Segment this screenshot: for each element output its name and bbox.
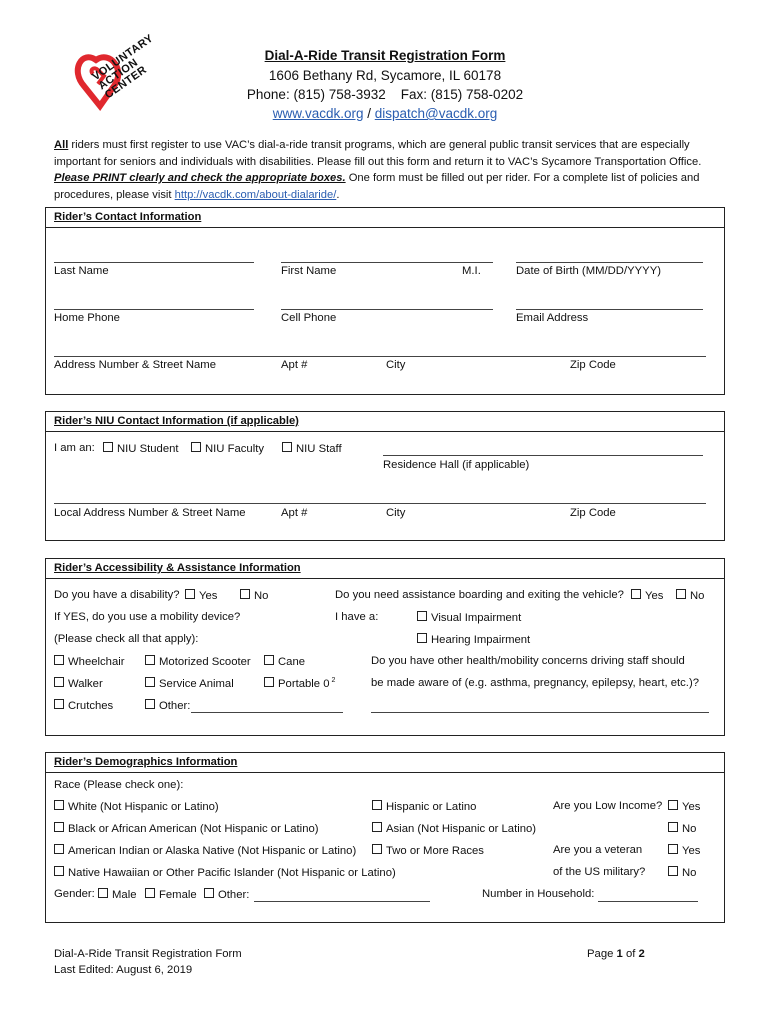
cell-phone-field[interactable] bbox=[281, 309, 493, 310]
low-income-yes-option[interactable] bbox=[668, 800, 700, 813]
demographics-heading: Rider’s Demographics Information bbox=[46, 753, 724, 773]
gender-other-field[interactable] bbox=[254, 901, 430, 902]
boarding-no-label: No bbox=[690, 590, 705, 602]
household-label: Number in Household: bbox=[482, 888, 595, 900]
o2-subscript: 2 bbox=[331, 677, 336, 685]
niu-staff-option[interactable] bbox=[282, 442, 342, 455]
zip-label: Zip Code bbox=[570, 359, 616, 371]
other-device-option[interactable] bbox=[145, 699, 190, 712]
disability-no-option[interactable] bbox=[240, 589, 268, 602]
email-field[interactable] bbox=[516, 309, 703, 310]
boarding-yes-label: Yes bbox=[645, 590, 664, 602]
race-question: Race (Please check one): bbox=[54, 779, 184, 791]
scooter-checkbox[interactable] bbox=[145, 655, 155, 665]
niu-city-label: City bbox=[386, 507, 406, 519]
veteran-no-label: No bbox=[682, 867, 697, 879]
page-of: of bbox=[622, 948, 639, 960]
portable-o2-option[interactable] bbox=[264, 677, 335, 690]
native-am-label: American Indian or Alaska Native (Not Hispanic or Latino) bbox=[68, 845, 357, 857]
crutches-checkbox[interactable] bbox=[54, 699, 64, 709]
low-income-no-label: No bbox=[682, 823, 697, 835]
logo-text: VOLUNTARY ACTION CENTER bbox=[90, 32, 156, 102]
service-animal-checkbox[interactable] bbox=[145, 677, 155, 687]
concerns-field[interactable] bbox=[371, 712, 709, 713]
disability-no-checkbox[interactable] bbox=[240, 589, 250, 599]
boarding-yes-option[interactable] bbox=[631, 589, 663, 602]
hearing-option[interactable] bbox=[417, 633, 530, 646]
cane-option[interactable] bbox=[264, 655, 305, 668]
white-label: White (Not Hispanic or Latino) bbox=[68, 801, 219, 813]
black-checkbox[interactable] bbox=[54, 822, 64, 832]
form-title: Dial-A-Ride Transit Registration Form bbox=[264, 48, 506, 63]
niu-student-option[interactable] bbox=[103, 442, 179, 455]
dob-label: Date of Birth (MM/DD/YYYY) bbox=[516, 265, 662, 277]
city-label: City bbox=[386, 359, 406, 371]
veteran-question-2: of the US military? bbox=[553, 866, 646, 878]
access-heading: Rider’s Accessibility & Assistance Information bbox=[46, 559, 724, 579]
demographics-section bbox=[45, 752, 725, 923]
intro-part1: riders must first register to use VAC’s dial-a-ride transit programs, which are general public transit services that are especially important for seniors and individuals with disabilities. Please fill out this form and return it to VAC’s Sycamore Transportation Office. bbox=[54, 139, 702, 168]
female-label: Female bbox=[159, 889, 197, 901]
intro-emphasis: Please PRINT clearly and check the appropriate boxes. bbox=[54, 172, 346, 184]
other-device-field[interactable] bbox=[191, 712, 343, 713]
white-option[interactable] bbox=[54, 800, 219, 813]
intro-part2: One form must be filled out per rider. For a complete list of policies and procedures, please visit bbox=[54, 172, 700, 201]
niu-student-label: NIU Student bbox=[117, 443, 179, 455]
niu-staff-label: NIU Staff bbox=[296, 443, 342, 455]
check-all-label: (Please check all that apply): bbox=[54, 633, 199, 645]
black-option[interactable] bbox=[54, 822, 319, 835]
boarding-no-checkbox[interactable] bbox=[676, 589, 686, 599]
hispanic-checkbox[interactable] bbox=[372, 800, 382, 810]
native-am-checkbox[interactable] bbox=[54, 844, 64, 854]
low-income-yes-checkbox[interactable] bbox=[668, 800, 678, 810]
male-label: Male bbox=[112, 889, 137, 901]
office-address: 1606 Bethany Rd, Sycamore, IL 60178 bbox=[268, 68, 502, 83]
dob-field[interactable] bbox=[516, 262, 703, 263]
asian-option[interactable] bbox=[372, 822, 536, 835]
service-animal-option[interactable] bbox=[145, 677, 234, 690]
niu-faculty-label: NIU Faculty bbox=[205, 443, 265, 455]
intro-end: . bbox=[336, 188, 340, 201]
portable-o2-label: Portable 0 bbox=[278, 678, 330, 690]
crutches-option[interactable] bbox=[54, 699, 113, 712]
concerns-question-2: be made aware of (e.g. asthma, pregnancy, epilepsy, heart, etc.)? bbox=[371, 677, 699, 689]
veteran-yes-label: Yes bbox=[682, 845, 701, 857]
address-label: Address Number & Street Name bbox=[54, 359, 216, 371]
address-field[interactable] bbox=[54, 356, 706, 357]
other-device-label: Other: bbox=[159, 700, 191, 712]
white-checkbox[interactable] bbox=[54, 800, 64, 810]
footer-last-edited: Last Edited: August 6, 2019 bbox=[54, 964, 193, 976]
boarding-question: Do you need assistance boarding and exiting the vehicle? bbox=[335, 589, 624, 601]
local-address-label: Local Address Number & Street Name bbox=[54, 507, 246, 519]
boarding-no-option[interactable] bbox=[676, 589, 704, 602]
niu-staff-checkbox[interactable] bbox=[282, 442, 292, 452]
asian-label: Asian (Not Hispanic or Latino) bbox=[386, 823, 537, 835]
black-label: Black or African American (Not Hispanic or Latino) bbox=[68, 823, 319, 835]
cane-checkbox[interactable] bbox=[264, 655, 274, 665]
disability-yes-option[interactable] bbox=[185, 589, 217, 602]
disability-no-label: No bbox=[254, 590, 269, 602]
mobility-question: If YES, do you use a mobility device? bbox=[54, 611, 241, 623]
intro-all: All bbox=[54, 139, 69, 151]
contact-section bbox=[45, 207, 725, 395]
contact-heading: Rider’s Contact Information bbox=[46, 208, 724, 228]
wheelchair-checkbox[interactable] bbox=[54, 655, 64, 665]
niu-section bbox=[45, 411, 725, 541]
hispanic-label: Hispanic or Latino bbox=[386, 801, 477, 813]
residence-label: Residence Hall (if applicable) bbox=[383, 459, 530, 471]
hispanic-option[interactable] bbox=[372, 800, 476, 813]
visual-option[interactable] bbox=[417, 611, 521, 624]
niu-apt-label: Apt # bbox=[281, 507, 308, 519]
disability-yes-checkbox[interactable] bbox=[185, 589, 195, 599]
contact-links bbox=[180, 104, 590, 123]
scooter-label: Motorized Scooter bbox=[159, 656, 251, 668]
apt-label: Apt # bbox=[281, 359, 308, 371]
veteran-no-checkbox[interactable] bbox=[668, 866, 678, 876]
cell-phone-label: Cell Phone bbox=[281, 312, 337, 324]
veteran-yes-option[interactable] bbox=[668, 844, 700, 857]
gender-other-checkbox[interactable] bbox=[204, 888, 214, 898]
footer-form-name: Dial-A-Ride Transit Registration Form bbox=[54, 948, 242, 960]
link-separator: / bbox=[363, 106, 375, 121]
concerns-question-1: Do you have other health/mobility concerns driving staff should bbox=[371, 655, 685, 667]
native-hi-option[interactable] bbox=[54, 866, 396, 879]
walker-label: Walker bbox=[68, 678, 103, 690]
walker-option[interactable] bbox=[54, 677, 103, 690]
native-am-option[interactable] bbox=[54, 844, 356, 857]
visual-label: Visual Impairment bbox=[431, 612, 522, 624]
asian-checkbox[interactable] bbox=[372, 822, 382, 832]
access-section bbox=[45, 558, 725, 736]
native-hi-checkbox[interactable] bbox=[54, 866, 64, 876]
niu-zip-label: Zip Code bbox=[570, 507, 616, 519]
other-device-checkbox[interactable] bbox=[145, 699, 155, 709]
vac-logo bbox=[74, 32, 186, 120]
niu-faculty-checkbox[interactable] bbox=[191, 442, 201, 452]
two-more-checkbox[interactable] bbox=[372, 844, 382, 854]
i-have-label: I have a: bbox=[335, 611, 379, 623]
i-am-label: I am an: bbox=[54, 442, 95, 454]
veteran-question-1: Are you a veteran bbox=[553, 844, 643, 856]
low-income-question: Are you Low Income? bbox=[553, 800, 663, 812]
native-hi-label: Native Hawaiian or Other Pacific Islander (Not Hispanic or Latino) bbox=[68, 867, 396, 879]
local-address-field[interactable] bbox=[54, 503, 706, 504]
low-income-yes-label: Yes bbox=[682, 801, 701, 813]
email-label: Email Address bbox=[516, 312, 589, 324]
disability-yes-label: Yes bbox=[199, 590, 218, 602]
last-name-label: Last Name bbox=[54, 265, 109, 277]
last-name-field[interactable] bbox=[54, 262, 254, 263]
veteran-yes-checkbox[interactable] bbox=[668, 844, 678, 854]
female-option[interactable] bbox=[145, 888, 197, 901]
disability-question: Do you have a disability? bbox=[54, 589, 180, 601]
intro-paragraph bbox=[54, 137, 724, 203]
niu-student-checkbox[interactable] bbox=[103, 442, 113, 452]
male-checkbox[interactable] bbox=[98, 888, 108, 898]
low-income-no-checkbox[interactable] bbox=[668, 822, 678, 832]
hearing-checkbox[interactable] bbox=[417, 633, 427, 643]
page-number: 1 bbox=[616, 948, 623, 960]
website-link[interactable]: www.vacdk.org bbox=[272, 106, 364, 121]
male-option[interactable] bbox=[98, 888, 137, 901]
wheelchair-label: Wheelchair bbox=[68, 656, 125, 668]
niu-faculty-option[interactable] bbox=[191, 442, 264, 455]
two-more-option[interactable] bbox=[372, 844, 484, 857]
first-name-label: First Name bbox=[281, 265, 337, 277]
page-indicator bbox=[587, 946, 645, 962]
home-phone-field[interactable] bbox=[54, 309, 254, 310]
policies-link[interactable]: http://vacdk.com/about-dialaride/ bbox=[174, 188, 337, 201]
gender-label: Gender: bbox=[54, 888, 95, 900]
page-prefix: Page bbox=[587, 948, 617, 960]
gender-other-label: Other: bbox=[218, 889, 250, 901]
boarding-yes-checkbox[interactable] bbox=[631, 589, 641, 599]
crutches-label: Crutches bbox=[68, 700, 114, 712]
service-animal-label: Service Animal bbox=[159, 678, 234, 690]
mi-label: M.I. bbox=[462, 265, 481, 277]
veteran-no-option[interactable] bbox=[668, 866, 696, 879]
cane-label: Cane bbox=[278, 656, 306, 668]
female-checkbox[interactable] bbox=[145, 888, 155, 898]
page-total: 2 bbox=[638, 948, 645, 960]
household-field[interactable] bbox=[598, 901, 698, 902]
low-income-no-option[interactable] bbox=[668, 822, 696, 835]
visual-checkbox[interactable] bbox=[417, 611, 427, 621]
scooter-option[interactable] bbox=[145, 655, 251, 668]
hearing-label: Hearing Impairment bbox=[431, 634, 531, 646]
walker-checkbox[interactable] bbox=[54, 677, 64, 687]
email-link[interactable]: dispatch@vacdk.org bbox=[374, 106, 498, 121]
phone-fax: Phone: (815) 758-3932 Fax: (815) 758-0202 bbox=[246, 87, 524, 102]
first-name-field[interactable] bbox=[281, 262, 493, 263]
home-phone-label: Home Phone bbox=[54, 312, 120, 324]
two-more-label: Two or More Races bbox=[386, 845, 484, 857]
wheelchair-option[interactable] bbox=[54, 655, 125, 668]
residence-field[interactable] bbox=[383, 455, 703, 456]
portable-o2-checkbox[interactable] bbox=[264, 677, 274, 687]
gender-other-option[interactable] bbox=[204, 888, 249, 901]
niu-heading: Rider’s NIU Contact Information (if applicable) bbox=[46, 412, 724, 432]
footer-left bbox=[54, 946, 242, 978]
